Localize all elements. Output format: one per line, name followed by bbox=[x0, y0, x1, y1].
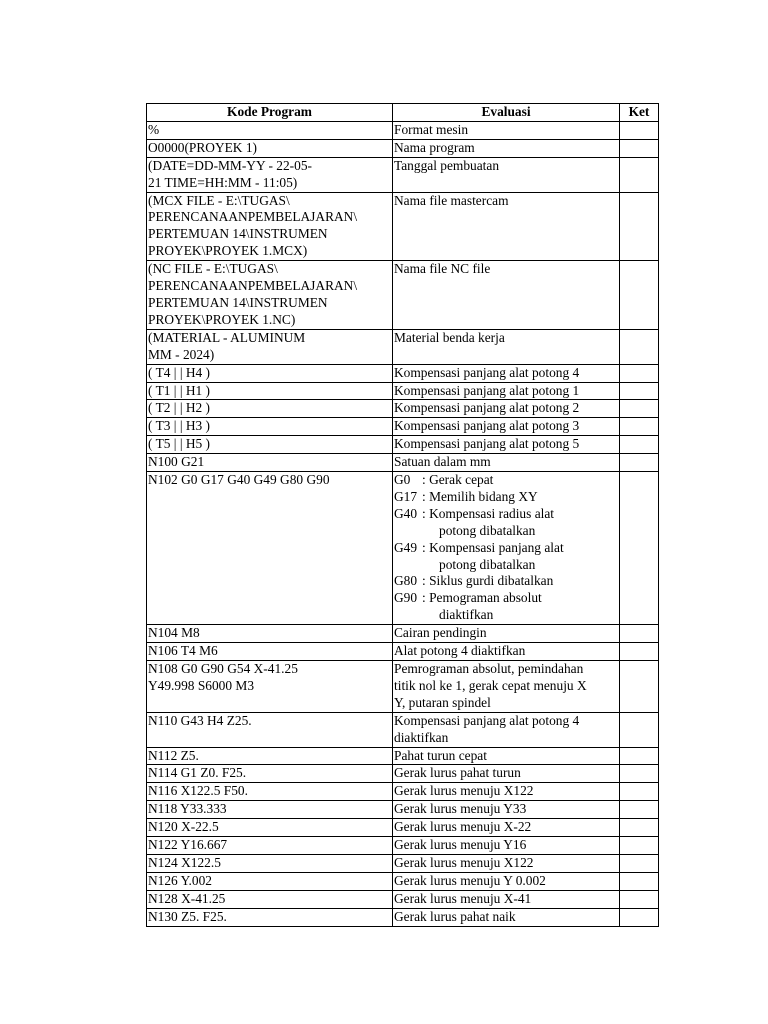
table-row bbox=[147, 819, 659, 837]
gcode-code: G49 bbox=[394, 539, 418, 555]
table-row bbox=[147, 261, 659, 330]
gcode-code: G80 bbox=[394, 573, 418, 589]
cell-kode-program: (MATERIAL - ALUMINUM MM - 2024) bbox=[147, 329, 393, 364]
cell-ket bbox=[620, 329, 659, 364]
cell-kode-program: (MCX FILE - E:\TUGAS\ PERENCANAANPEMBELAJARAN\ PERTEMUAN 14\INSTRUMEN PROYEK\PROYEK 1.MCX) bbox=[147, 192, 393, 261]
table-row bbox=[147, 747, 659, 765]
cell-ket bbox=[620, 908, 659, 926]
table-row bbox=[147, 801, 659, 819]
table-row bbox=[147, 364, 659, 382]
cell-evaluasi: Material benda kerja bbox=[393, 329, 620, 364]
cell-ket bbox=[620, 819, 659, 837]
table-row bbox=[147, 908, 659, 926]
table-row bbox=[147, 837, 659, 855]
cell-ket bbox=[620, 400, 659, 418]
cell-ket bbox=[620, 157, 659, 192]
gcode-description bbox=[422, 573, 618, 590]
table-row bbox=[147, 139, 659, 157]
table-row bbox=[147, 382, 659, 400]
cell-ket bbox=[620, 712, 659, 747]
gcode-description-continuation: diaktifkan bbox=[439, 607, 494, 623]
gcode-description bbox=[422, 489, 618, 506]
cell-kode-program: ( T5 | | H5 ) bbox=[147, 436, 393, 454]
cell-evaluasi: Pahat turun cepat bbox=[393, 747, 620, 765]
cell-evaluasi: Gerak lurus menuju X122 bbox=[393, 783, 620, 801]
cell-kode-program: N112 Z5. bbox=[147, 747, 393, 765]
table-row bbox=[147, 783, 659, 801]
gcode-description-text: : Pemograman absolut bbox=[422, 590, 542, 606]
cell-evaluasi: Gerak lurus pahat turun bbox=[393, 765, 620, 783]
cell-kode-program: N128 X-41.25 bbox=[147, 890, 393, 908]
cell-evaluasi: Kompensasi panjang alat potong 1 bbox=[393, 382, 620, 400]
header-evaluasi: Evaluasi bbox=[393, 104, 620, 122]
table-row bbox=[147, 121, 659, 139]
cell-evaluasi: Gerak lurus menuju X-22 bbox=[393, 819, 620, 837]
cell-ket bbox=[620, 418, 659, 436]
cell-kode-program: ( T4 | | H4 ) bbox=[147, 364, 393, 382]
cell-kode-program: N116 X122.5 F50. bbox=[147, 783, 393, 801]
cell-kode-program: N122 Y16.667 bbox=[147, 837, 393, 855]
cell-ket bbox=[620, 382, 659, 400]
gcode-code: G40 bbox=[394, 505, 418, 521]
cell-kode-program: N118 Y33.333 bbox=[147, 801, 393, 819]
cell-ket bbox=[620, 643, 659, 661]
cell-kode-program: ( T2 | | H2 ) bbox=[147, 400, 393, 418]
header-ket: Ket bbox=[620, 104, 659, 122]
cell-kode-program: N130 Z5. F25. bbox=[147, 908, 393, 926]
cell-evaluasi: Alat potong 4 diaktifkan bbox=[393, 643, 620, 661]
cell-evaluasi: Gerak lurus menuju Y33 bbox=[393, 801, 620, 819]
cell-evaluasi: Gerak lurus menuju X122 bbox=[393, 854, 620, 872]
gcode-description-text: : Siklus gurdi dibatalkan bbox=[422, 573, 554, 589]
cell-kode-program: ( T1 | | H1 ) bbox=[147, 382, 393, 400]
table-row bbox=[147, 329, 659, 364]
cell-ket bbox=[620, 139, 659, 157]
table-row bbox=[147, 472, 659, 625]
cell-evaluasi: Kompensasi panjang alat potong 5 bbox=[393, 436, 620, 454]
cell-ket bbox=[620, 454, 659, 472]
gcode-description bbox=[422, 472, 618, 489]
cell-ket bbox=[620, 364, 659, 382]
table-row bbox=[147, 192, 659, 261]
table-row bbox=[147, 872, 659, 890]
table-row bbox=[147, 854, 659, 872]
cell-kode-program: N100 G21 bbox=[147, 454, 393, 472]
gcode-description bbox=[422, 506, 618, 540]
gcode-code: G90 bbox=[394, 590, 418, 606]
cell-ket bbox=[620, 765, 659, 783]
gcode-list-item bbox=[394, 573, 618, 590]
table-row bbox=[147, 625, 659, 643]
table-row bbox=[147, 454, 659, 472]
cell-evaluasi: Gerak lurus pahat naik bbox=[393, 908, 620, 926]
gcode-list-item bbox=[394, 540, 618, 574]
table-row bbox=[147, 712, 659, 747]
cell-kode-program: O0000(PROYEK 1) bbox=[147, 139, 393, 157]
cell-kode-program: (NC FILE - E:\TUGAS\ PERENCANAANPEMBELAJARAN\ PERTEMUAN 14\INSTRUMEN PROYEK\PROYEK 1.NC) bbox=[147, 261, 393, 330]
gcode-code: G17 bbox=[394, 488, 418, 504]
cell-ket bbox=[620, 747, 659, 765]
cell-evaluasi bbox=[393, 472, 620, 625]
gcode-description-text: : Gerak cepat bbox=[422, 472, 494, 488]
cell-kode-program: N102 G0 G17 G40 G49 G80 G90 bbox=[147, 472, 393, 625]
table-header-row bbox=[147, 104, 659, 122]
gcode-description-text: : Kompensasi radius alat bbox=[422, 505, 555, 521]
table-body bbox=[147, 121, 659, 926]
cell-ket bbox=[620, 192, 659, 261]
cell-evaluasi: Format mesin bbox=[393, 121, 620, 139]
cell-ket bbox=[620, 121, 659, 139]
gcode-list-item bbox=[394, 472, 618, 489]
gcode-description bbox=[422, 590, 618, 624]
cell-evaluasi: Kompensasi panjang alat potong 2 bbox=[393, 400, 620, 418]
cell-kode-program: N106 T4 M6 bbox=[147, 643, 393, 661]
header-kode-program: Kode Program bbox=[147, 104, 393, 122]
cell-kode-program: (DATE=DD-MM-YY - 22-05- 21 TIME=HH:MM - 11:05) bbox=[147, 157, 393, 192]
cell-evaluasi: Satuan dalam mm bbox=[393, 454, 620, 472]
gcode-list-item bbox=[394, 506, 618, 540]
cell-evaluasi: Nama file mastercam bbox=[393, 192, 620, 261]
gcode-description-continuation: potong dibatalkan bbox=[439, 522, 536, 538]
table-row bbox=[147, 157, 659, 192]
table-row bbox=[147, 765, 659, 783]
gcode-code: G0 bbox=[394, 472, 411, 488]
cell-evaluasi: Nama program bbox=[393, 139, 620, 157]
cell-ket bbox=[620, 783, 659, 801]
cell-ket bbox=[620, 854, 659, 872]
cell-evaluasi: Nama file NC file bbox=[393, 261, 620, 330]
cell-ket bbox=[620, 661, 659, 713]
cell-evaluasi: Kompensasi panjang alat potong 4 diaktifkan bbox=[393, 712, 620, 747]
table-row bbox=[147, 436, 659, 454]
table-row bbox=[147, 400, 659, 418]
cell-evaluasi: Gerak lurus menuju Y16 bbox=[393, 837, 620, 855]
table-row bbox=[147, 418, 659, 436]
cell-ket bbox=[620, 261, 659, 330]
cell-kode-program: % bbox=[147, 121, 393, 139]
cell-ket bbox=[620, 890, 659, 908]
gcode-list-item bbox=[394, 489, 618, 506]
cell-evaluasi: Gerak lurus menuju Y 0.002 bbox=[393, 872, 620, 890]
cell-ket bbox=[620, 872, 659, 890]
cell-ket bbox=[620, 436, 659, 454]
cell-evaluasi: Pemrograman absolut, pemindahan titik nol ke 1, gerak cepat menuju X Y, putaran spindel bbox=[393, 661, 620, 713]
cell-ket bbox=[620, 837, 659, 855]
cell-ket bbox=[620, 472, 659, 625]
cell-kode-program: N124 X122.5 bbox=[147, 854, 393, 872]
gcode-description bbox=[422, 540, 618, 574]
cell-kode-program: N104 M8 bbox=[147, 625, 393, 643]
gcode-description-continuation: potong dibatalkan bbox=[439, 556, 536, 572]
gcode-list-item bbox=[394, 590, 618, 624]
cell-kode-program: N110 G43 H4 Z25. bbox=[147, 712, 393, 747]
cell-kode-program: N126 Y.002 bbox=[147, 872, 393, 890]
cell-ket bbox=[620, 801, 659, 819]
gcode-description-text: : Kompensasi panjang alat bbox=[422, 539, 564, 555]
cell-evaluasi: Kompensasi panjang alat potong 3 bbox=[393, 418, 620, 436]
cell-kode-program: N114 G1 Z0. F25. bbox=[147, 765, 393, 783]
gcode-description-text: : Memilih bidang XY bbox=[422, 488, 538, 504]
cell-ket bbox=[620, 625, 659, 643]
cell-evaluasi: Kompensasi panjang alat potong 4 bbox=[393, 364, 620, 382]
cell-kode-program: N120 X-22.5 bbox=[147, 819, 393, 837]
cell-kode-program: ( T3 | | H3 ) bbox=[147, 418, 393, 436]
table-row bbox=[147, 890, 659, 908]
cell-evaluasi: Tanggal pembuatan bbox=[393, 157, 620, 192]
cell-evaluasi: Cairan pendingin bbox=[393, 625, 620, 643]
program-evaluation-table bbox=[146, 103, 659, 927]
table-row bbox=[147, 643, 659, 661]
cell-kode-program: N108 G0 G90 G54 X-41.25 Y49.998 S6000 M3 bbox=[147, 661, 393, 713]
cell-evaluasi: Gerak lurus menuju X-41 bbox=[393, 890, 620, 908]
table-row bbox=[147, 661, 659, 713]
